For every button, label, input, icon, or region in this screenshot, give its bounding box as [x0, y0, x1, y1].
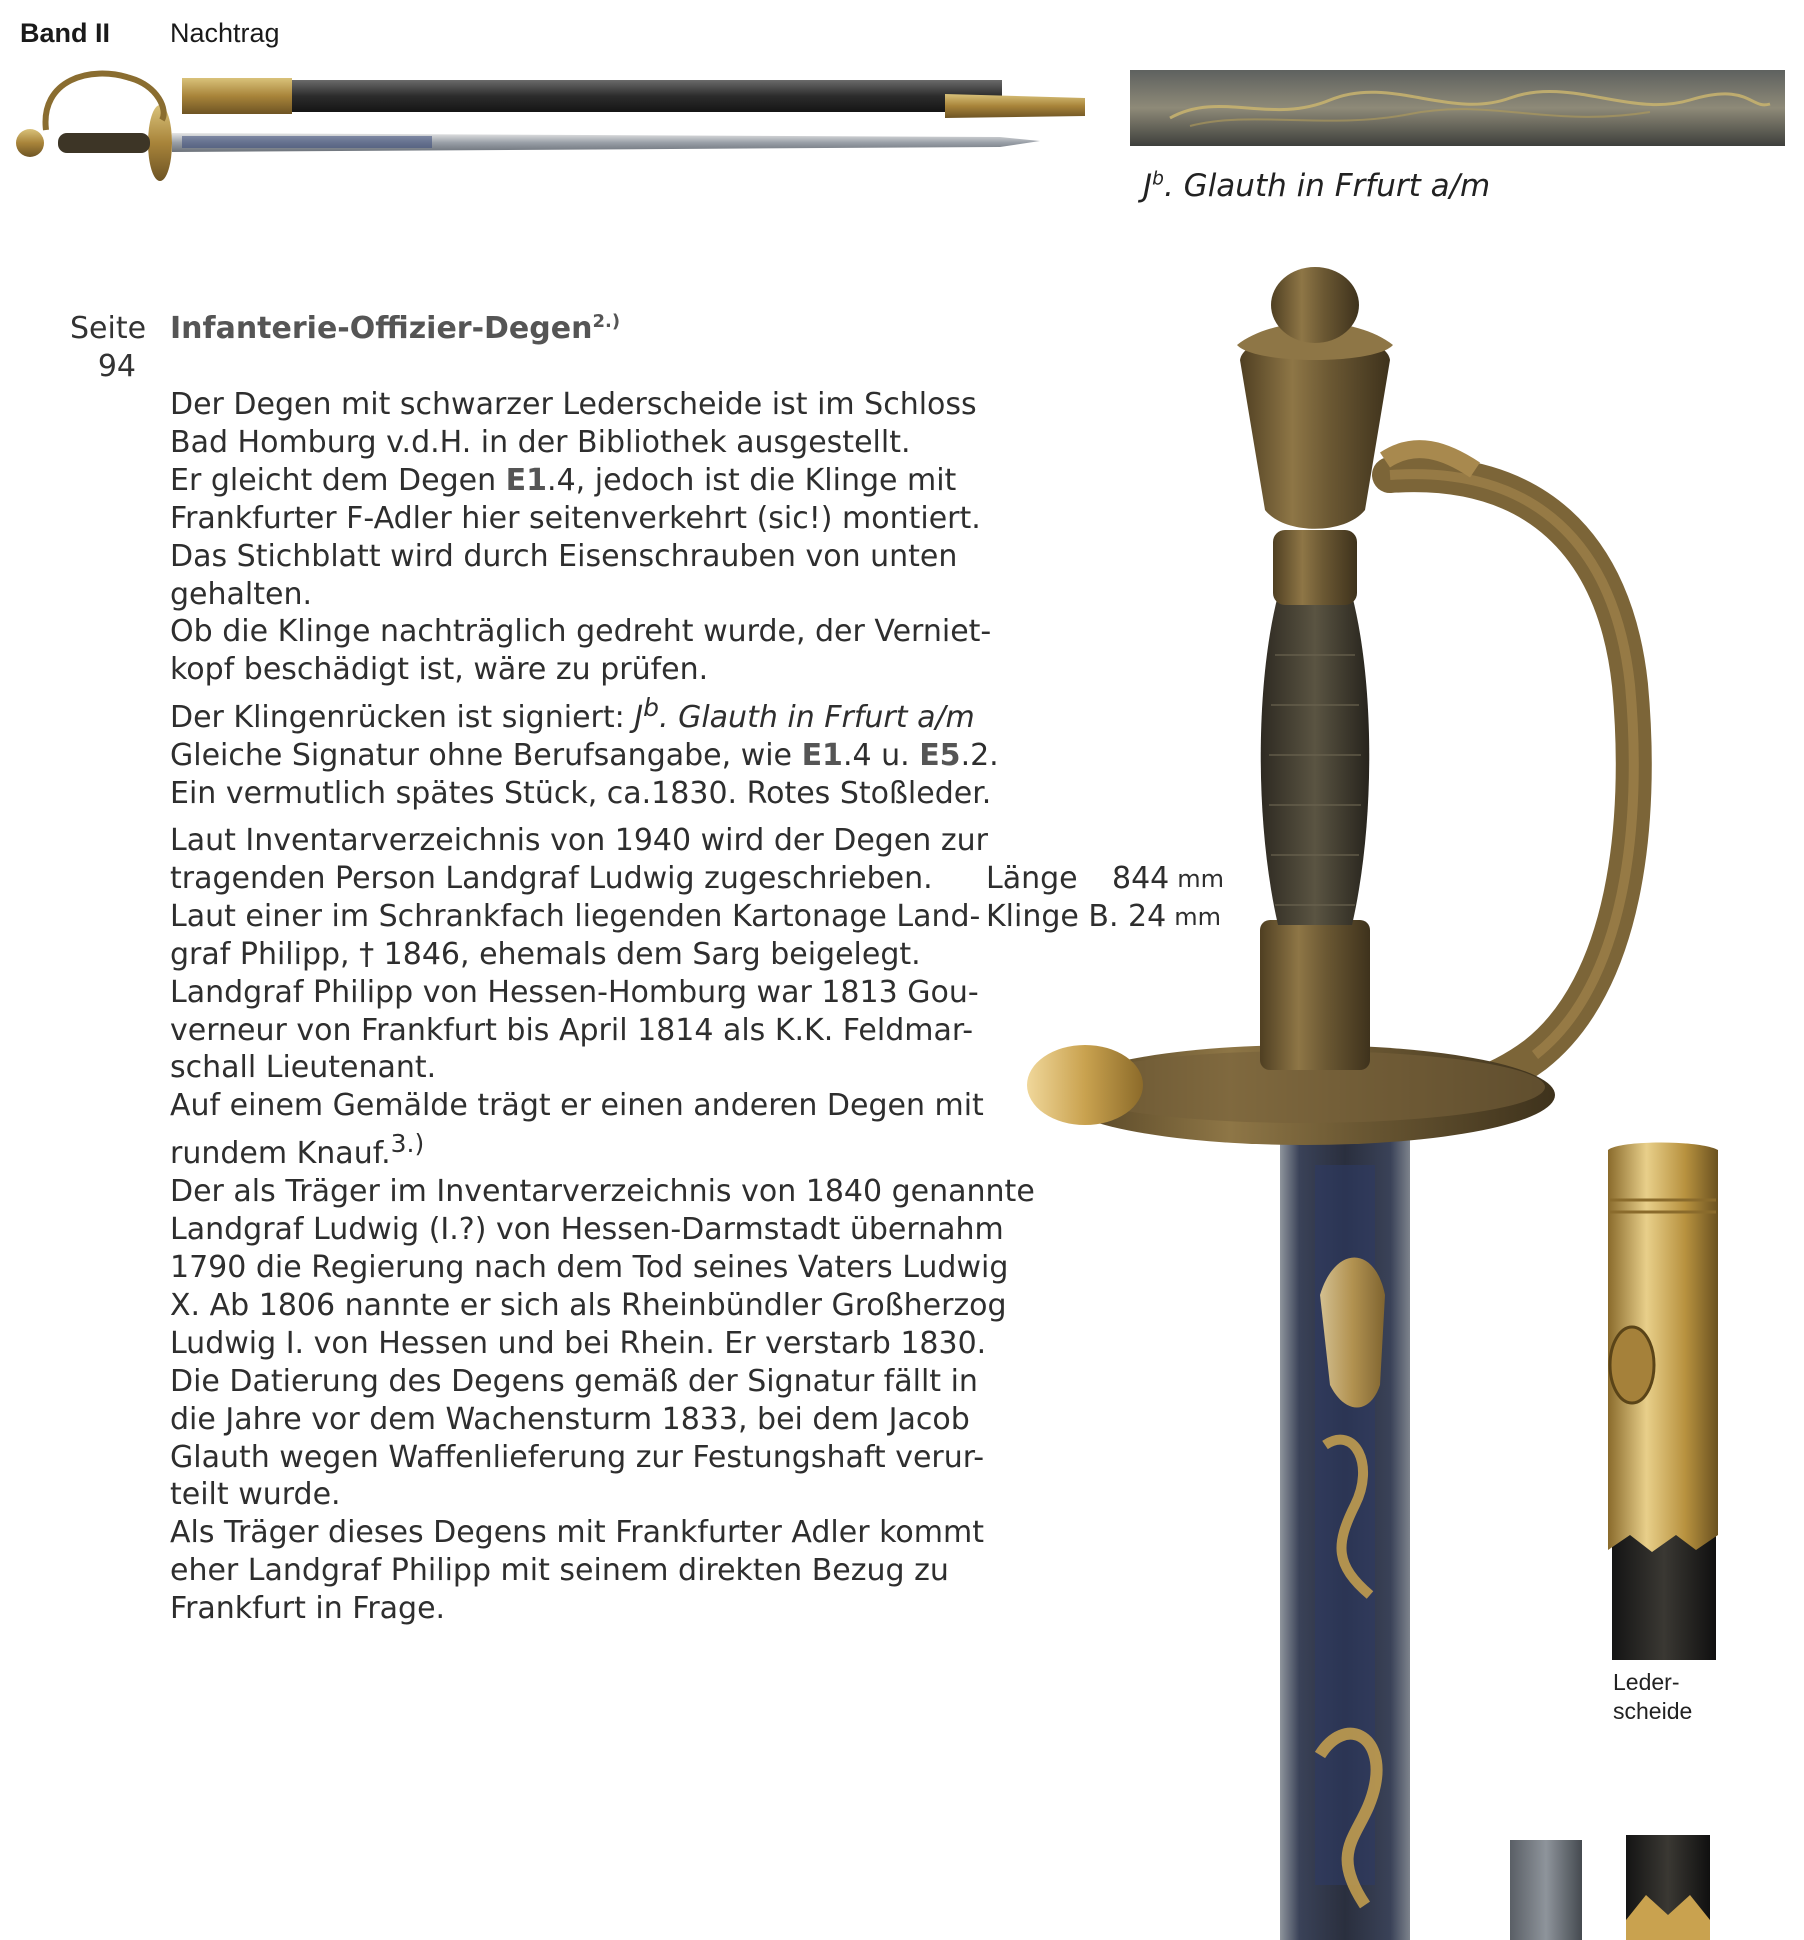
article-paragraph-1: Der Degen mit schwarzer Lederscheide ist im Schloss Bad Homburg v.d.H. in der Bibliothek ausgestellt. Er gleicht dem Degen E1.4, jedoch ist die Klinge mit Frankfurter F-Adler hier seitenverkehrt (sic!) montiert. Das Stichblatt wird durch Eisenschrauben von unten gehalten. Ob die Klinge nachträglich gedreht wurde, der Verniet- kopf beschädigt ist, wäre zu prüfen. Der Klingenrücken ist signiert: $J^b$. Glauth in Frfurt a/m Gleiche Signatur ohne Berufsangabe, wie E1.4 u. E5.2. Ein vermutlich spätes Stück, ca.1830. Rotes Stoßleder.: [170, 387, 999, 812]
blade-tip-detail-image: [1510, 1840, 1582, 1940]
length-row: Länge 844 mm: [986, 861, 1225, 896]
section-label: Nachtrag: [170, 18, 280, 48]
article-paragraph-2: Laut Inventarverzeichnis von 1940 wird der Degen zur tragenden Person Landgraf Ludwig zugeschrieben. Laut einer im Schrankfach liegenden Kartonage Land- graf Philipp, † 1846, ehemals dem Sarg beigelegt. Landgraf Philipp von Hessen-Homburg war 1813 Gou- verneur von Frankfurt bis April 1814 als K.K. Feldmar- schall Lieutenant. Auf einem Gemälde trägt er einen anderen Degen mit rundem Knauf.$^{3.)}$ Der als Träger im Inventarverzeichnis von 1840 genannte Landgraf Ludwig (I.?) von Hessen-Darmstadt übernahm 1790 die Regierung nach dem Tod seines Vaters Ludwig X. Ab 1806 nannte er sich als Rheinbündler Großherzog Ludwig I. von Hessen und bei Rhein. Er verstarb 1830. Die Datierung des Degens gemäß der Signatur fällt in die Jahre vor dem Wachensturm 1833, bei dem Jacob Glauth wegen Waffenlieferung zur Festungshaft verur- teilt wurde. Als Träger dieses Degens mit Frankfurter Adler kommt eher Landgraf Philipp mit seinem direkten Bezug zu Frankfurt in Frage.: [170, 823, 1035, 1627]
scabbard-throat-image: [1600, 1140, 1720, 1660]
pommel: [16, 129, 44, 157]
volume-label: Band II: [20, 18, 111, 48]
ferrule: [1260, 920, 1370, 1070]
scabbard-body: [182, 80, 1002, 112]
knuckle-bow: [46, 74, 164, 130]
blade-width-row: Klinge B. 24 mm: [986, 899, 1221, 934]
scabbard-chape-detail-image: [1622, 1835, 1714, 1940]
sword-overview-image: [0, 0, 1100, 220]
pommel-button: [1271, 267, 1359, 343]
signature-closeup-image: [1130, 70, 1785, 146]
page-reference: [70, 310, 147, 386]
measurements: [986, 860, 1224, 936]
scabbard-label: Leder- scheide: [1613, 1669, 1693, 1724]
guard: [148, 105, 172, 181]
scabbard-chape: [945, 94, 1085, 118]
article-title: Infanterie-Offizier-Degen$^{2.)}$: [170, 311, 621, 346]
grip-closeup: [1261, 595, 1370, 925]
scabbard-throat: [182, 78, 292, 114]
quillon-finial: [1027, 1045, 1143, 1125]
title-footnote: 2.): [592, 311, 621, 332]
grip: [58, 133, 150, 153]
pommel-cap: [1240, 334, 1390, 529]
page-reference-label: Seite: [70, 311, 147, 346]
signature-caption: $J^b$. Glauth in Frfurt a/m: [1143, 168, 1491, 204]
page-reference-number: 94: [97, 349, 136, 384]
frog-stud: [1610, 1327, 1654, 1403]
